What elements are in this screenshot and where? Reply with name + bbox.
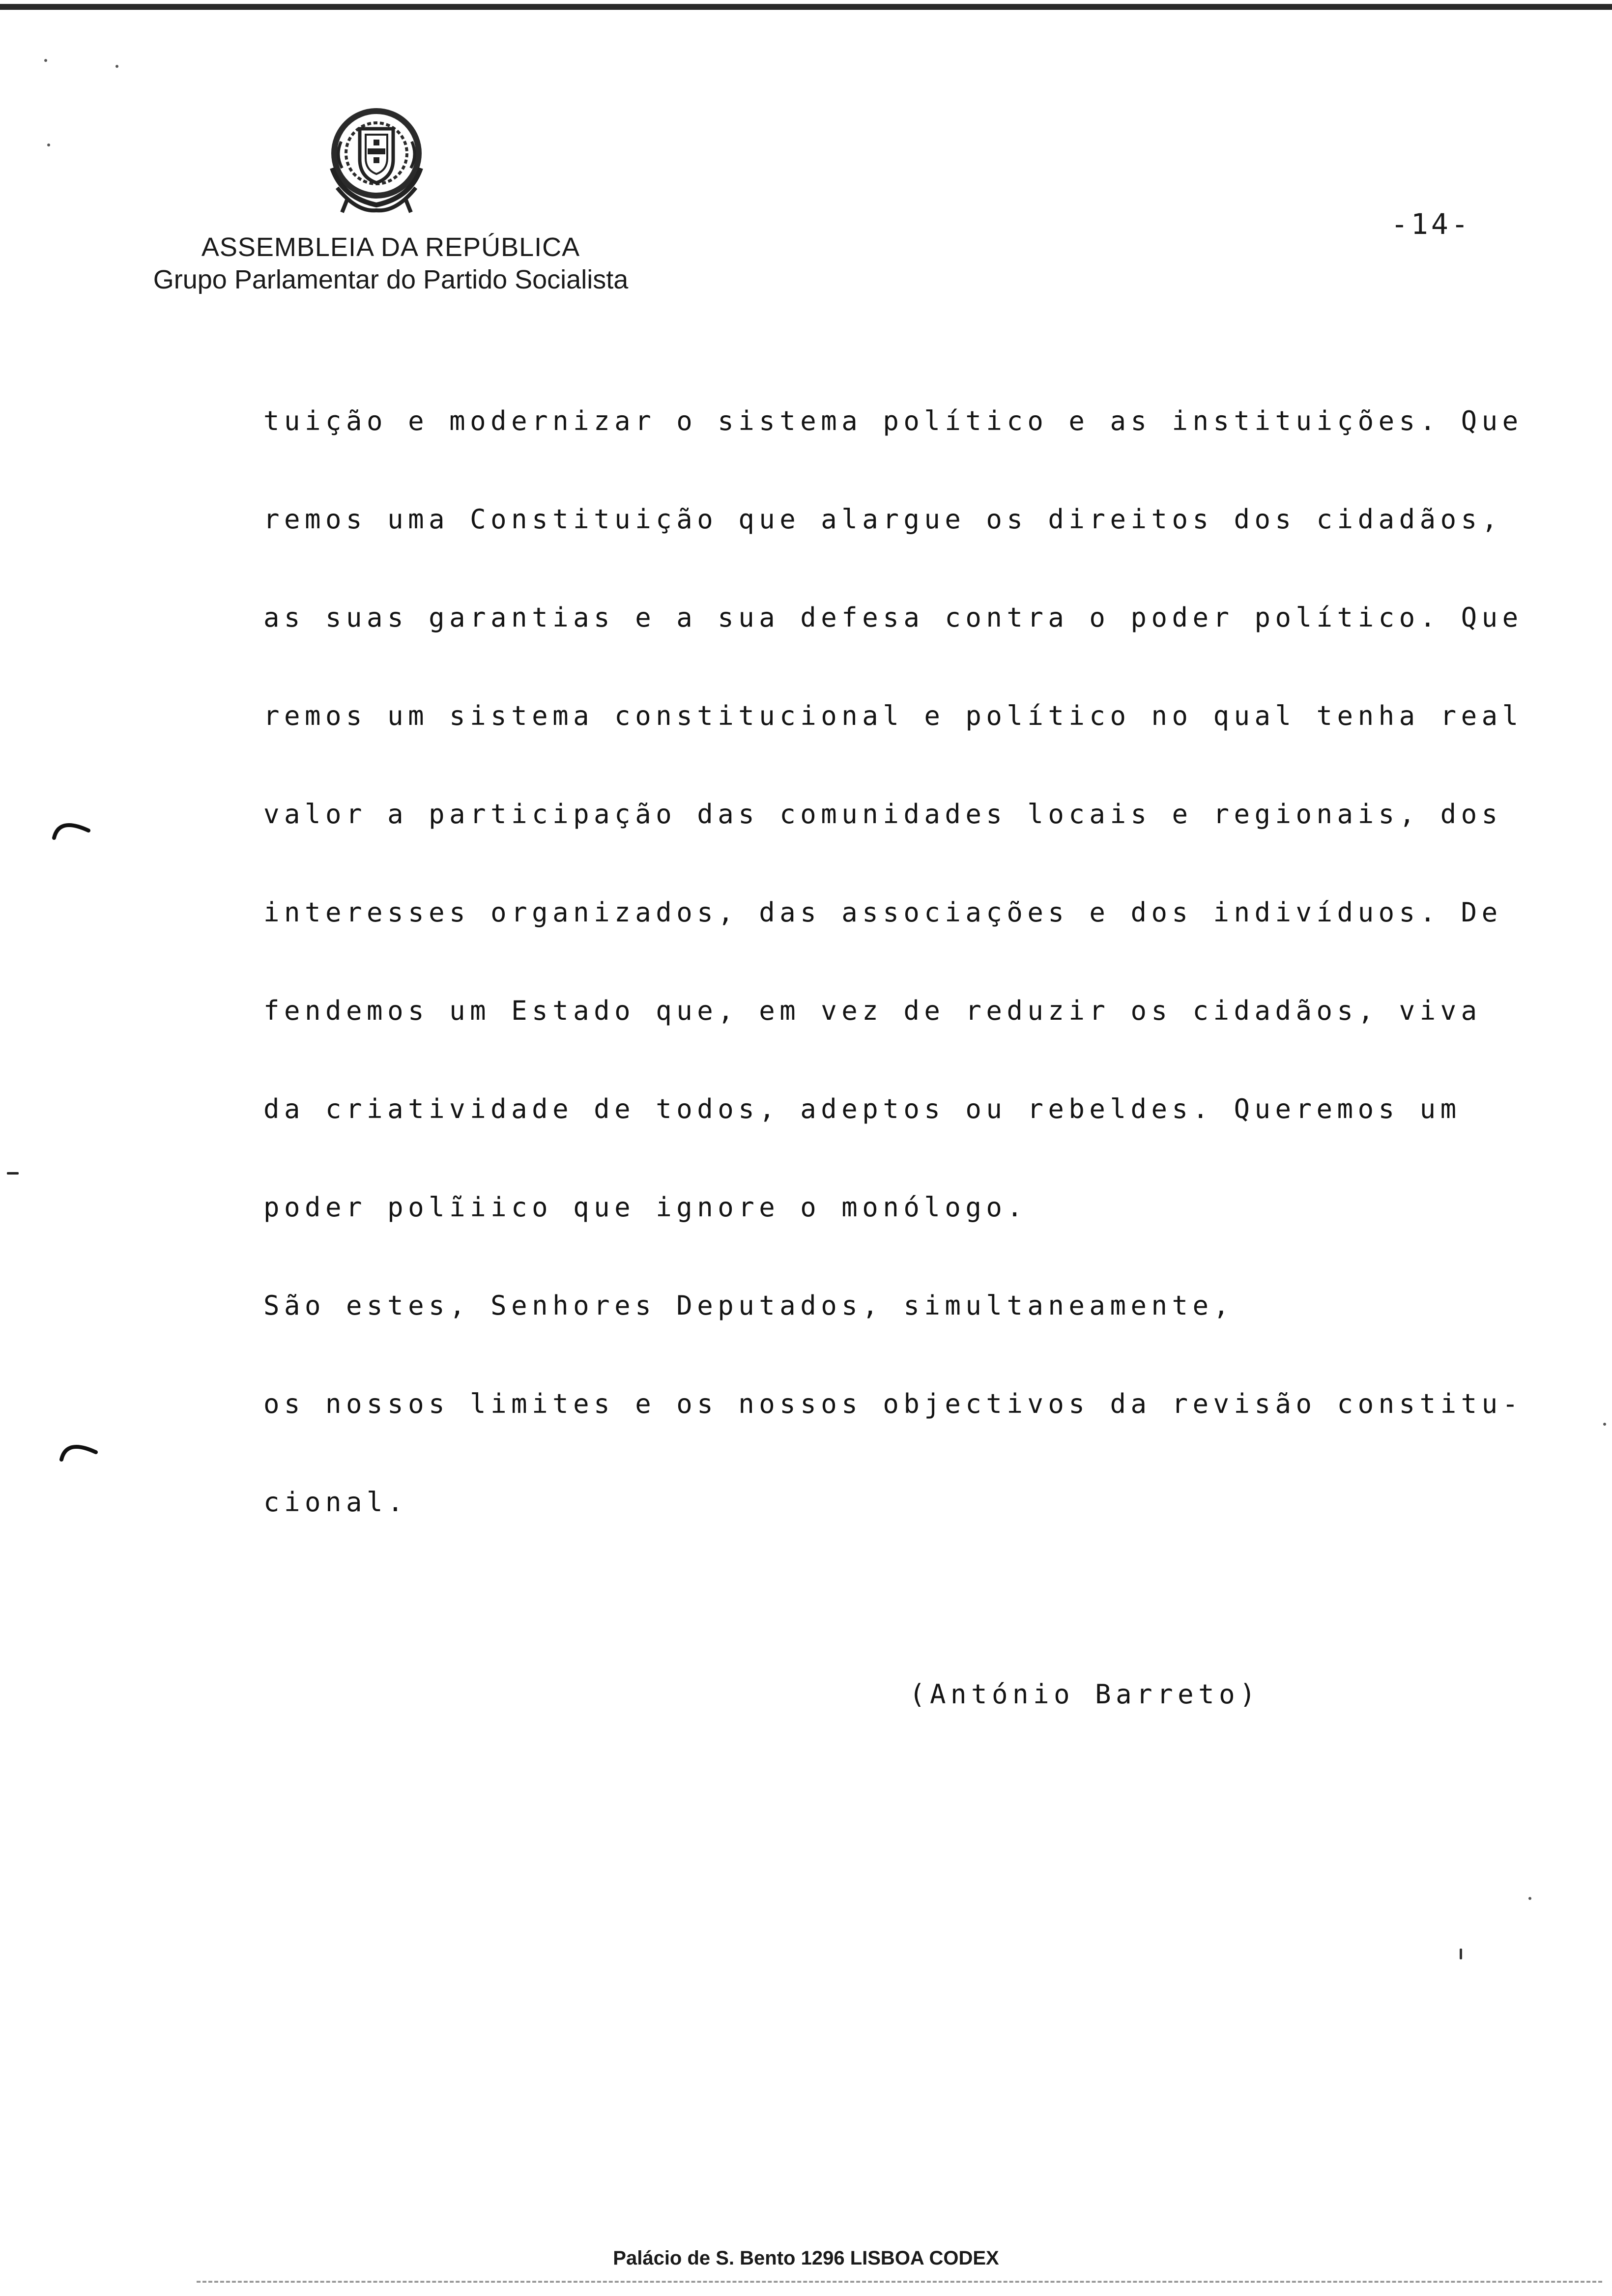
body-line: poder polĩiico que ignore o monólogo. (263, 1192, 1028, 1223)
body-line: interesses organizados, das associações e dos indivíduos. De (263, 897, 1502, 928)
footer-address: Palácio de S. Bento 1296 LISBOA CODEX (613, 2247, 999, 2269)
body-line: fendemos um Estado que, em vez de reduzir os cidadãos, viva (263, 995, 1482, 1026)
body-line: remos um sistema constitucional e político no qual tenha real (263, 700, 1523, 731)
body-line: cional. (263, 1487, 408, 1518)
page-number: -14- (1391, 207, 1471, 241)
signature: (António Barreto) (909, 1679, 1261, 1710)
parliamentary-group-name: Grupo Parlamentar do Partido Socialista (153, 265, 629, 294)
scan-speck (1460, 1949, 1462, 1959)
body-line: remos uma Constituição que alargue os direitos dos cidadãos, (263, 504, 1502, 535)
punch-hole-mark-icon (57, 1433, 101, 1462)
scan-speck (44, 59, 47, 62)
body-line: da criatividade de todos, adeptos ou rebeldes. Queremos um (263, 1093, 1461, 1124)
bottom-scan-border (197, 2281, 1602, 2283)
body-line: tuição e modernizar o sistema político e as instituições. Que (263, 405, 1523, 436)
body-line: São estes, Senhores Deputados, simultaneamente, (263, 1290, 1234, 1321)
coat-of-arms-icon (313, 94, 440, 222)
scan-speck (115, 65, 118, 68)
institution-name: ASSEMBLEIA DA REPÚBLICA (201, 232, 580, 262)
punch-hole-mark-icon (49, 811, 93, 840)
scan-speck (1603, 1423, 1606, 1426)
top-scan-border (0, 4, 1612, 10)
body-line: os nossos limites e os nossos objectivos da revisão constitu- (263, 1388, 1523, 1419)
scan-speck (1528, 1897, 1531, 1900)
body-line: as suas garantias e a sua defesa contra o poder político. Que (263, 602, 1523, 633)
scan-speck (47, 144, 50, 146)
body-line: valor a participação das comunidades locais e regionais, dos (263, 799, 1502, 830)
scan-speck (7, 1172, 19, 1175)
